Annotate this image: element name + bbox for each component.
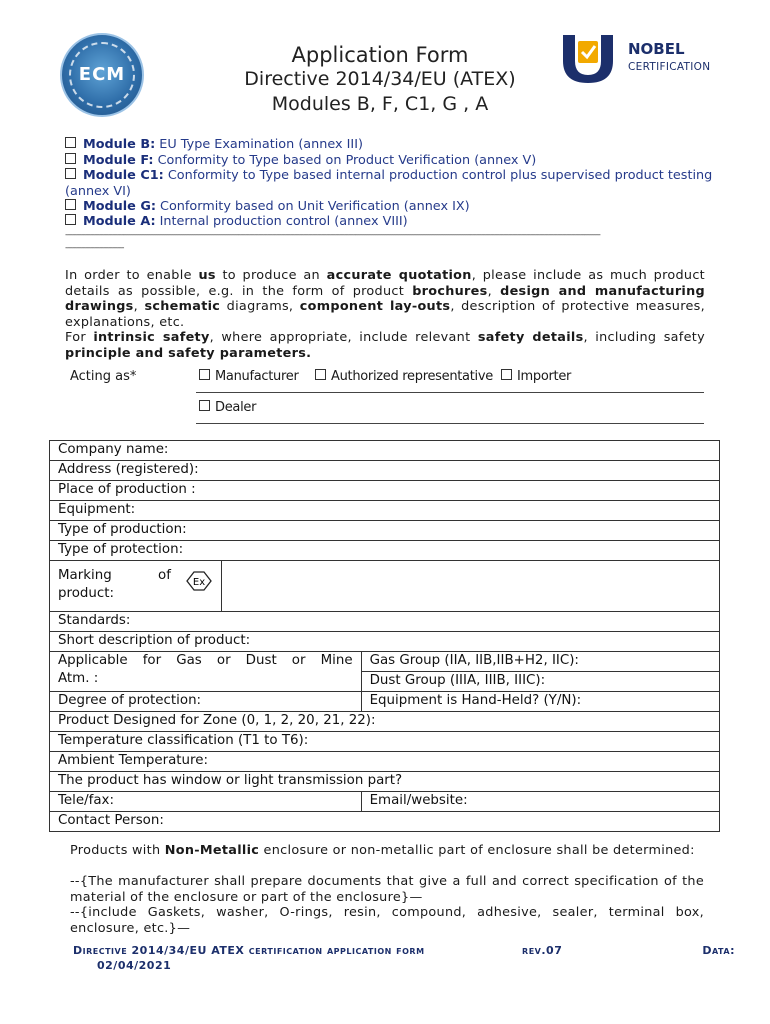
module-c1-checkbox[interactable] (65, 168, 76, 179)
module-f-desc: Conformity to Type based on Product Verification (annex V) (157, 153, 537, 168)
module-b-checkbox[interactable] (65, 137, 76, 148)
manufacturer-option[interactable]: Manufacturer (199, 369, 299, 384)
form-row (50, 561, 720, 612)
module-c1-desc: Conformity to Type based internal production control plus supervised product testing (annex VI) (65, 168, 713, 199)
authorized-representative-option[interactable]: Authorized representative (315, 369, 493, 384)
short-description-field[interactable]: Short description of product: (50, 632, 720, 652)
module-g-code: Module G: (83, 199, 156, 214)
place-of-production-field[interactable]: Place of production : (50, 481, 720, 501)
footer-doc-title: Directive 2014/34/EU ATEX certification application form (73, 944, 425, 957)
module-g-desc: Conformity based on Unit Verification (annex IX) (160, 199, 470, 214)
module-a-option[interactable] (65, 214, 745, 230)
acting-divider-bottom (196, 423, 704, 424)
dealer-option[interactable]: Dealer (199, 400, 256, 415)
dashed-divider-end: -------------------------- (65, 243, 124, 253)
ecm-logo (60, 33, 144, 117)
equipment-field[interactable]: Equipment: (50, 501, 720, 521)
module-b-option[interactable] (65, 137, 745, 153)
footer-data-label: Data: (702, 944, 735, 957)
type-of-production-field[interactable]: Type of production: (50, 521, 720, 541)
form-row (50, 612, 720, 632)
form-row (50, 712, 720, 732)
standards-field[interactable]: Standards: (50, 612, 720, 632)
degree-of-protection-field[interactable]: Degree of protection: (50, 692, 362, 712)
form-row (50, 792, 720, 812)
email-field[interactable]: Email/website: (361, 792, 719, 812)
zone-field[interactable]: Product Designed for Zone (0, 1, 2, 20, 21, 22): (50, 712, 720, 732)
form-row (50, 632, 720, 652)
dealer-checkbox[interactable] (199, 400, 210, 411)
form-row (50, 501, 720, 521)
acting-as-label: Acting as* (70, 369, 137, 384)
non-metallic-paragraph: Products with Non-Metallic enclosure or non-metallic part of enclosure shall be determined: (70, 843, 695, 858)
marking-value-field[interactable] (221, 561, 719, 612)
module-a-desc: Internal production control (annex VIII) (159, 214, 408, 229)
module-a-code: Module A: (83, 214, 156, 229)
module-b-code: Module B: (83, 137, 156, 152)
manufacturer-checkbox[interactable] (199, 369, 210, 380)
type-of-protection-field[interactable]: Type of protection: (50, 541, 720, 561)
ecm-logo-text: ECM (78, 64, 126, 85)
authorized-representative-checkbox[interactable] (315, 369, 326, 380)
window-field[interactable]: The product has window or light transmission part? (50, 772, 720, 792)
form-row (50, 812, 720, 832)
importer-checkbox[interactable] (501, 369, 512, 380)
directive-title: Directive 2014/34/EU (ATEX) (244, 68, 516, 90)
dashed-divider: ---------------------------------------------------------------------------------------------------------------------------------------------------------------------------------------------------------------------------------------------- (65, 230, 600, 240)
form-row (50, 732, 720, 752)
address-field[interactable]: Address (registered): (50, 461, 720, 481)
footer-date: 02/04/2021 (97, 959, 172, 972)
form-title: Application Form (291, 43, 469, 67)
company-name-field[interactable]: Company name: (50, 441, 720, 461)
form-row (50, 461, 720, 481)
modules-title: Modules B, F, C1, G , A (271, 93, 489, 115)
importer-option[interactable]: Importer (501, 369, 571, 384)
intro-paragraph: In order to enable us to produce an accurate quotation, please include as much product details as possible, e.g. in the form of product brochures, design and manufacturing drawings, schematic diagrams, component lay-outs, description of protective measures, explanations, etc. For intrinsic safety, where appropriate, include relevant safety details, including safety principle and safety parameters. (65, 268, 705, 361)
non-metallic-line-3: --{include Gaskets, washer, O-rings, resin, compound, adhesive, sealer, terminal box, enclosure, etc.}— (70, 905, 704, 936)
form-row (50, 772, 720, 792)
marking-label-cell (50, 561, 222, 612)
nobel-logo-icon (559, 31, 617, 85)
contact-person-field[interactable]: Contact Person: (50, 812, 720, 832)
marking-label: Marking of product: (58, 568, 171, 601)
form-row (50, 481, 720, 501)
applicable-field[interactable]: Applicable for Gas or Dust or Mine Atm. : (50, 652, 362, 692)
gas-group-field[interactable]: Gas Group (IIA, IIB,IIB+H2, IIC): (361, 652, 719, 672)
ambient-temperature-field[interactable]: Ambient Temperature: (50, 752, 720, 772)
form-row (50, 752, 720, 772)
module-g-checkbox[interactable] (65, 199, 76, 210)
acting-divider (196, 392, 704, 393)
module-a-checkbox[interactable] (65, 214, 76, 225)
form-row (50, 521, 720, 541)
hand-held-field[interactable]: Equipment is Hand-Held? (Y/N): (361, 692, 719, 712)
module-c1-code: Module C1: (83, 168, 164, 183)
temperature-class-field[interactable]: Temperature classification (T1 to T6): (50, 732, 720, 752)
nobel-logo-sub: CERTIFICATION (628, 61, 711, 73)
page-footer (73, 944, 735, 972)
ex-symbol-icon (185, 570, 213, 592)
nobel-logo-name: NOBEL (628, 40, 685, 58)
module-f-option[interactable] (65, 153, 745, 169)
non-metallic-line-2: --{The manufacturer shall prepare documents that give a full and correct specification of the material of the enclosure or part of the enclosure}— (70, 874, 704, 905)
form-row (50, 692, 720, 712)
form-row (50, 541, 720, 561)
form-row (50, 441, 720, 461)
module-c1-option[interactable] (65, 168, 745, 199)
module-f-checkbox[interactable] (65, 153, 76, 164)
dust-group-field[interactable]: Dust Group (IIIA, IIIB, IIIC): (361, 672, 719, 692)
application-form-table (49, 440, 720, 832)
svg-text:Ex: Ex (192, 577, 206, 588)
footer-revision: rev.07 (522, 944, 563, 957)
form-row (50, 652, 720, 672)
module-b-desc: EU Type Examination (annex III) (159, 137, 363, 152)
telefax-field[interactable]: Tele/fax: (50, 792, 362, 812)
module-g-option[interactable] (65, 199, 745, 215)
module-f-code: Module F: (83, 153, 154, 168)
